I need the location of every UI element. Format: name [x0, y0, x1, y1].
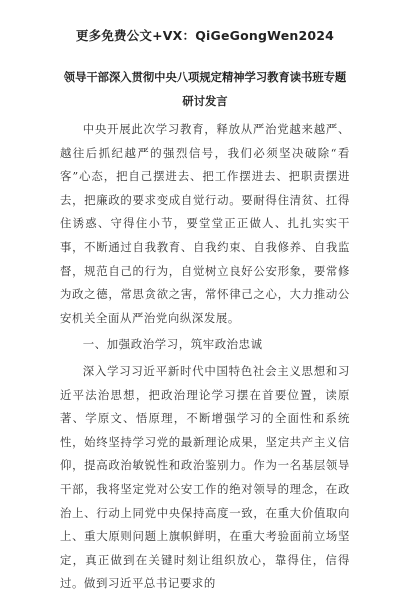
document-subtitle: 研讨发言 [182, 95, 228, 108]
document-title: 领导干部深入贯彻中央八项规定精神学习教育读书班专题 [63, 71, 347, 84]
section-heading: 一、加强政治学习，筑牢政治忠诚 [82, 337, 263, 352]
intro-paragraph: 中央开展此次学习教育，释放从严治党越来越严、越往后抓纪越严的强烈信号，我们必须坚决破除“看客”心态，把自己摆进去、把工作摆进去、把职责摆进去，把廉政的要求变成自觉行动。要耐得住清贫、扛得住诱惑、守得住小节，要堂堂正正做人、扎扎实实干事，不断通过自我教育、自我约束、自我修养、自我监督，规范自己的行为，自觉树立良好公安形象，要常修为政之德，常思贪欲之害，常怀律己之心，大力推动公安机关全面从严治党向纵深发展。 [60, 122, 350, 325]
watermark-header: 更多免费公文+VX：QiGeGongWen2024 [75, 28, 335, 43]
section-paragraph: 深入学习习近平新时代中国特色社会主义思想和习近平法治思想，把政治理论学习摆在首要位置，读原著、学原文、悟原理，不断增强学习的全面性和系统性，始终坚持学习党的最新理论成果，坚定共产主义信仰，提高政治敏锐性和政治鉴别力。作为一名基层领导干部，我将坚定党对公安工作的绝对领导的理念，在政治上、行动上同党中央保持高度一致，在重大价值取向上、重大原则问题上旗帜鲜明，在重大考验面前立场坚定，真正做到在关键时刻让组织放心，靠得住，信得过。做到习近平总书记要求的 [60, 363, 350, 591]
